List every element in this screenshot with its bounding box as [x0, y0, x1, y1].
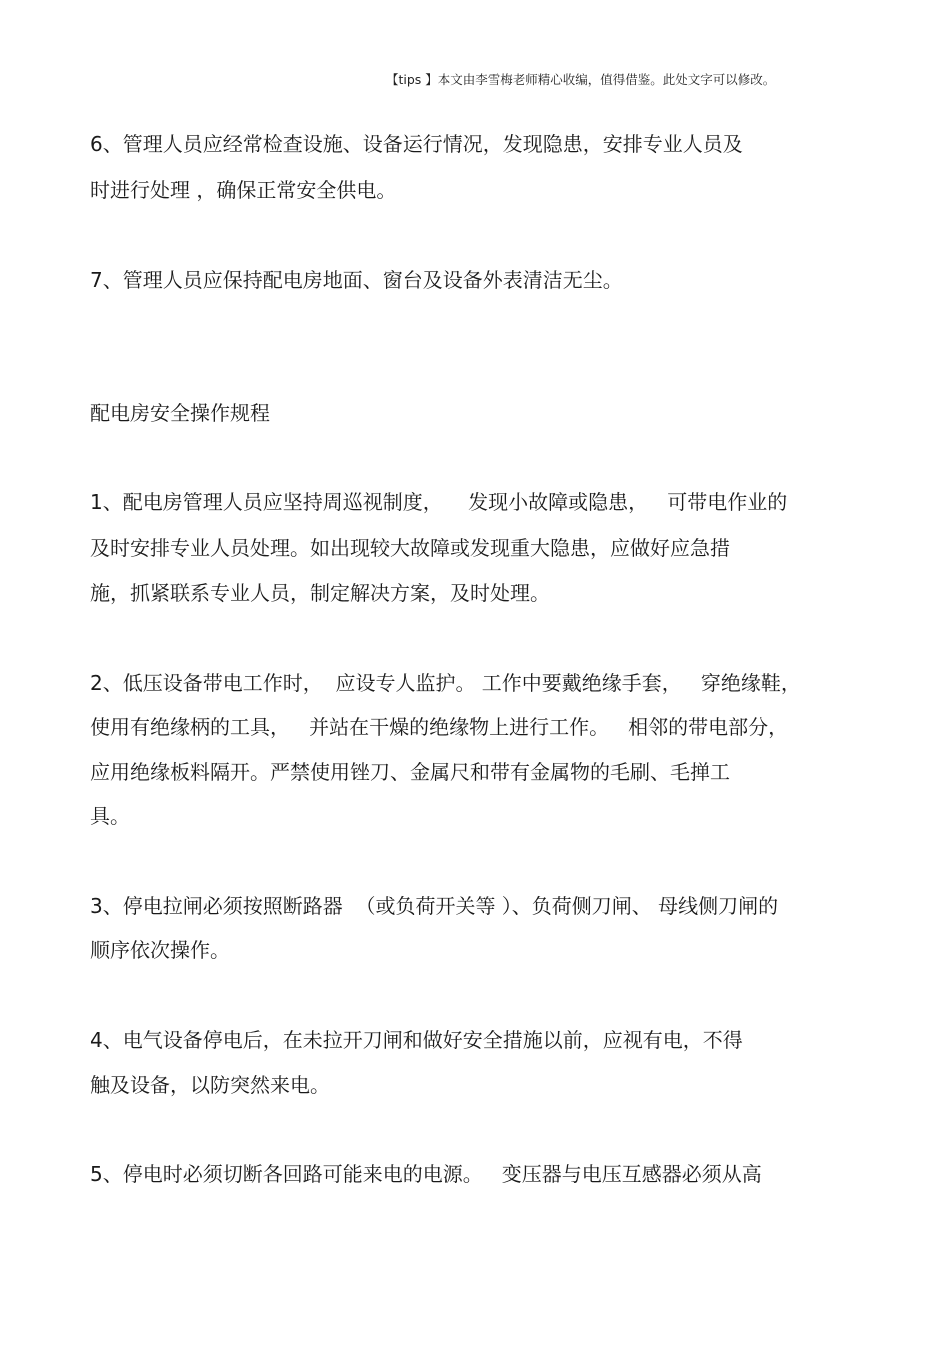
text-line: 7、管理人员应保持配电房地面、窗台及设备外表清洁无尘。: [90, 268, 623, 292]
text-line: 1、配电房管理人员应坚持周巡视制度， 发现小故障或隐患， 可带电作业的: [90, 490, 788, 514]
text-line: 6、管理人员应经常检查设施、设备运行情况，发现隐患，安排专业人员及: [90, 132, 743, 156]
text-line: 触及设备，以防突然来电。: [90, 1073, 330, 1097]
text-line: 3、停电拉闸必须按照断路器 （或负荷开关等 ）、负荷侧刀闸、 母线侧刀闸的: [90, 894, 779, 918]
text-line: 应用绝缘板料隔开。严禁使用锉刀、金属尺和带有金属物的毛刷、毛掸工: [90, 760, 730, 784]
text-line: 2、低压设备带电工作时， 应设专人监护。 工作中要戴绝缘手套， 穿绝缘鞋，: [90, 671, 801, 695]
section-heading: 配电房安全操作规程: [90, 401, 270, 425]
text-line: 顺序依次操作。: [90, 938, 230, 962]
tips-note: 【tips 】本文由李雪梅老师精心收编，值得借鉴。此处文字可以修改。: [386, 72, 776, 87]
text-line: 及时安排专业人员处理。如出现较大故障或发现重大隐患，应做好应急措: [90, 536, 730, 560]
text-line: 时进行处理 ，确保正常安全供电。: [90, 178, 397, 202]
text-line: 4、电气设备停电后，在未拉开刀闸和做好安全措施以前，应视有电，不得: [90, 1028, 743, 1052]
text-line: 具。: [90, 804, 130, 828]
text-line: 5、停电时必须切断各回路可能来电的电源。 变压器与电压互感器必须从高: [90, 1162, 762, 1186]
text-line: 使用有绝缘柄的工具， 并站在干燥的绝缘物上进行工作。 相邻的带电部分，: [90, 715, 789, 739]
text-line: 施，抓紧联系专业人员，制定解决方案，及时处理。: [90, 581, 550, 605]
